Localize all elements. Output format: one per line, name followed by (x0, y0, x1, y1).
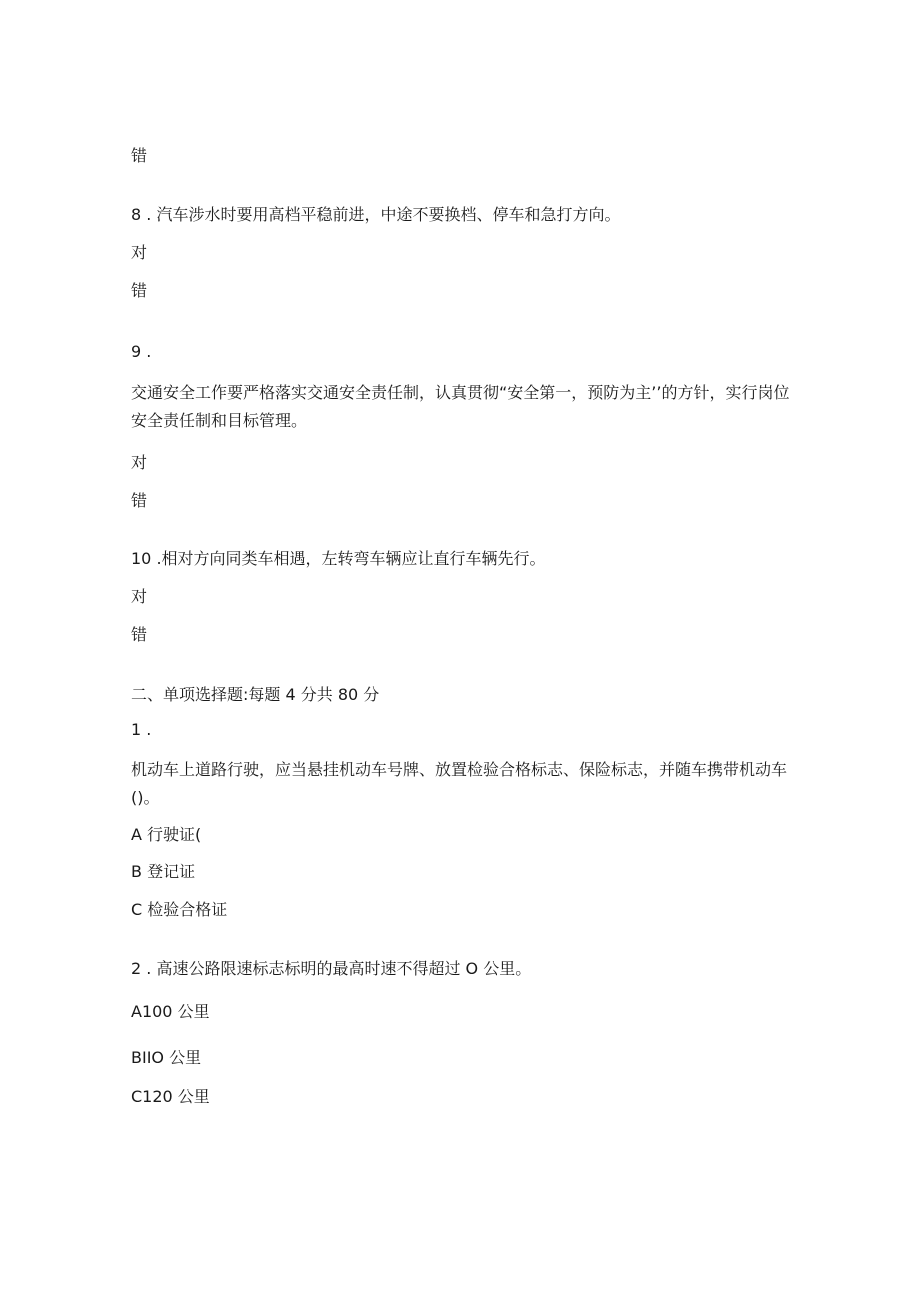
question-10: 10 .相对方向同类车相遇，左转弯车辆应让直行车辆先行。 (131, 549, 546, 568)
option-c: C 检验合格证 (131, 900, 228, 919)
question-8: 8 . 汽车涉水时要用高档平稳前进，中途不要换档、停车和急打方向。 (131, 205, 621, 224)
mc-question-2: 2 . 高速公路限速标志标明的最高时速不得超过 O 公里。 (131, 959, 532, 978)
question-9-text: 交通安全工作要严格落实交通安全责任制，认真贯彻“安全第一，预防为主’’的方针，实行岗位安全责任制和目标管理。 (131, 383, 790, 430)
answer-option-wrong: 错 (131, 281, 148, 300)
option-c: C120 公里 (131, 1087, 210, 1106)
answer-option-right: 对 (131, 453, 148, 472)
answer-option-right: 对 (131, 587, 148, 606)
option-a: A100 公里 (131, 1002, 210, 1021)
answer-option-wrong: 错 (131, 146, 148, 165)
answer-option-wrong: 错 (131, 625, 148, 644)
mc-question-1-number: 1 . (131, 720, 152, 739)
option-b: BIIO 公里 (131, 1048, 202, 1067)
option-a: A 行驶证( (131, 825, 202, 844)
mc-question-1-text: 机动车上道路行驶，应当悬挂机动车号牌、放置检验合格标志、保险标志，并随车携带机动车()。 (131, 760, 788, 807)
answer-option-wrong: 错 (131, 491, 148, 510)
option-b: B 登记证 (131, 862, 196, 881)
question-9-number: 9 . (131, 342, 152, 361)
section-heading: 二、单项选择题:每题 4 分共 80 分 (131, 685, 380, 704)
answer-option-right: 对 (131, 243, 148, 262)
